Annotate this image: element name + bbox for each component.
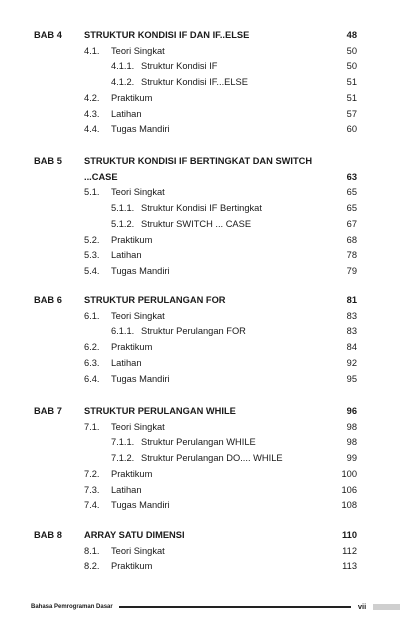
section-title: Tugas Mandiri — [111, 265, 170, 276]
chapter-label: BAB 5 — [34, 156, 62, 166]
section-page: 100 — [341, 468, 357, 479]
section-row — [0, 107, 400, 121]
section-page: 68 — [346, 234, 357, 245]
chapter-title: STRUKTUR KONDISI IF BERTINGKAT DAN SWITCH — [84, 156, 313, 166]
section-title: Latihan — [111, 357, 142, 368]
section-page: 92 — [346, 357, 357, 368]
subsection-page: 98 — [346, 437, 357, 448]
chapter-row — [0, 293, 400, 307]
section-title: Latihan — [111, 484, 142, 495]
chapter-label: BAB 8 — [34, 530, 62, 540]
section-title: Teori Singkat — [111, 421, 165, 432]
subsection-row — [0, 217, 400, 231]
subsection-page: 51 — [346, 77, 357, 88]
chapter-row — [0, 528, 400, 542]
section-row — [0, 340, 400, 354]
chapter-row — [0, 404, 400, 418]
section-page: 113 — [342, 561, 357, 572]
section-number: 7.4. — [84, 500, 100, 511]
chapter-title: STRUKTUR PERULANGAN FOR — [84, 295, 226, 305]
chapter-row-continued — [0, 170, 400, 184]
subsection-page: 50 — [346, 61, 357, 72]
subsection-page: 83 — [346, 326, 357, 337]
section-title: Praktikum — [111, 468, 153, 479]
section-page: 60 — [346, 124, 357, 135]
section-row — [0, 248, 400, 262]
chapter-title: ARRAY SATU DIMENSI — [84, 530, 185, 540]
section-row — [0, 467, 400, 481]
footer-page-number: vii — [351, 601, 373, 613]
chapter-page: 110 — [342, 530, 357, 540]
section-title: Tugas Mandiri — [111, 500, 170, 511]
section-page: 84 — [346, 342, 357, 353]
subsection-number: 4.1.2. — [111, 77, 135, 88]
subsection-page: 67 — [346, 218, 357, 229]
section-title: Teori Singkat — [111, 310, 165, 321]
section-page: 57 — [346, 108, 357, 119]
chapter-page: 96 — [346, 406, 357, 416]
section-title: Teori Singkat — [111, 45, 165, 56]
chapter-title: STRUKTUR PERULANGAN WHILE — [84, 406, 236, 416]
section-number: 7.3. — [84, 484, 100, 495]
subsection-number: 4.1.1. — [111, 61, 135, 72]
section-page: 50 — [346, 45, 357, 56]
section-number: 5.4. — [84, 265, 100, 276]
chapter-row — [0, 154, 400, 168]
section-row — [0, 264, 400, 278]
section-number: 5.3. — [84, 250, 100, 261]
subsection-row — [0, 75, 400, 89]
section-number: 8.2. — [84, 561, 100, 572]
chapter-page: 48 — [346, 30, 357, 40]
section-row — [0, 498, 400, 512]
section-number: 6.4. — [84, 373, 100, 384]
section-row — [0, 544, 400, 558]
chapter-page: 63 — [346, 171, 357, 182]
section-number: 4.1. — [84, 45, 100, 56]
subsection-page: 65 — [346, 203, 357, 214]
section-number: 6.3. — [84, 357, 100, 368]
section-number: 8.1. — [84, 545, 100, 556]
subsection-title: Struktur Perulangan WHILE — [141, 437, 256, 448]
chapter-title-continued: ...CASE — [84, 171, 118, 182]
section-row — [0, 185, 400, 199]
section-number: 5.2. — [84, 234, 100, 245]
section-title: Praktikum — [111, 342, 153, 353]
footer-grey-tab — [373, 604, 400, 610]
section-title: Praktikum — [111, 92, 153, 103]
subsection-title: Struktur Kondisi IF Bertingkat — [141, 203, 262, 214]
section-number: 7.2. — [84, 468, 100, 479]
subsection-row — [0, 451, 400, 465]
chapter-row — [0, 28, 400, 42]
section-page: 83 — [346, 310, 357, 321]
section-number: 4.2. — [84, 92, 100, 103]
subsection-row — [0, 435, 400, 449]
subsection-title: Struktur SWITCH ... CASE — [141, 218, 252, 229]
section-row — [0, 122, 400, 136]
section-page: 95 — [346, 373, 357, 384]
section-title: Praktikum — [111, 234, 153, 245]
subsection-title: Struktur Perulangan DO.... WHILE — [141, 453, 283, 464]
subsection-title: Struktur Kondisi IF — [141, 61, 218, 72]
section-page: 112 — [342, 545, 357, 556]
chapter-label: BAB 4 — [34, 30, 62, 40]
section-row — [0, 420, 400, 434]
subsection-number: 7.1.2. — [111, 453, 135, 464]
section-page: 98 — [346, 421, 357, 432]
subsection-title: Struktur Perulangan FOR — [141, 326, 246, 337]
subsection-number: 5.1.2. — [111, 218, 135, 229]
section-title: Praktikum — [111, 561, 153, 572]
section-page: 79 — [346, 265, 357, 276]
section-page: 78 — [346, 250, 357, 261]
section-row — [0, 309, 400, 323]
footer-book-title: Bahasa Pemrograman Dasar — [0, 601, 119, 613]
subsection-page: 99 — [346, 453, 357, 464]
section-title: Tugas Mandiri — [111, 124, 170, 135]
subsection-row — [0, 59, 400, 73]
subsection-title: Struktur Kondisi IF...ELSE — [141, 77, 248, 88]
subsection-row — [0, 324, 400, 338]
section-title: Latihan — [111, 250, 142, 261]
section-page: 108 — [341, 500, 357, 511]
section-row — [0, 559, 400, 573]
section-number: 4.3. — [84, 108, 100, 119]
subsection-number: 6.1.1. — [111, 326, 135, 337]
section-number: 6.1. — [84, 310, 100, 321]
section-row — [0, 372, 400, 386]
section-title: Latihan — [111, 108, 142, 119]
section-number: 4.4. — [84, 124, 100, 135]
chapter-page: 81 — [346, 295, 357, 305]
section-row — [0, 233, 400, 247]
subsection-number: 5.1.1. — [111, 203, 135, 214]
section-number: 6.2. — [84, 342, 100, 353]
section-row — [0, 91, 400, 105]
chapter-label: BAB 7 — [34, 406, 62, 416]
section-title: Tugas Mandiri — [111, 373, 170, 384]
section-title: Teori Singkat — [111, 187, 165, 198]
page-footer — [0, 601, 400, 613]
chapter-label: BAB 6 — [34, 295, 62, 305]
section-title: Teori Singkat — [111, 545, 165, 556]
section-page: 51 — [346, 92, 357, 103]
section-number: 5.1. — [84, 187, 100, 198]
chapter-title: STRUKTUR KONDISI IF DAN IF..ELSE — [84, 30, 250, 40]
section-page: 106 — [341, 484, 357, 495]
section-page: 65 — [346, 187, 357, 198]
section-row — [0, 356, 400, 370]
section-number: 7.1. — [84, 421, 100, 432]
section-row — [0, 44, 400, 58]
subsection-row — [0, 201, 400, 215]
subsection-number: 7.1.1. — [111, 437, 135, 448]
section-row — [0, 483, 400, 497]
